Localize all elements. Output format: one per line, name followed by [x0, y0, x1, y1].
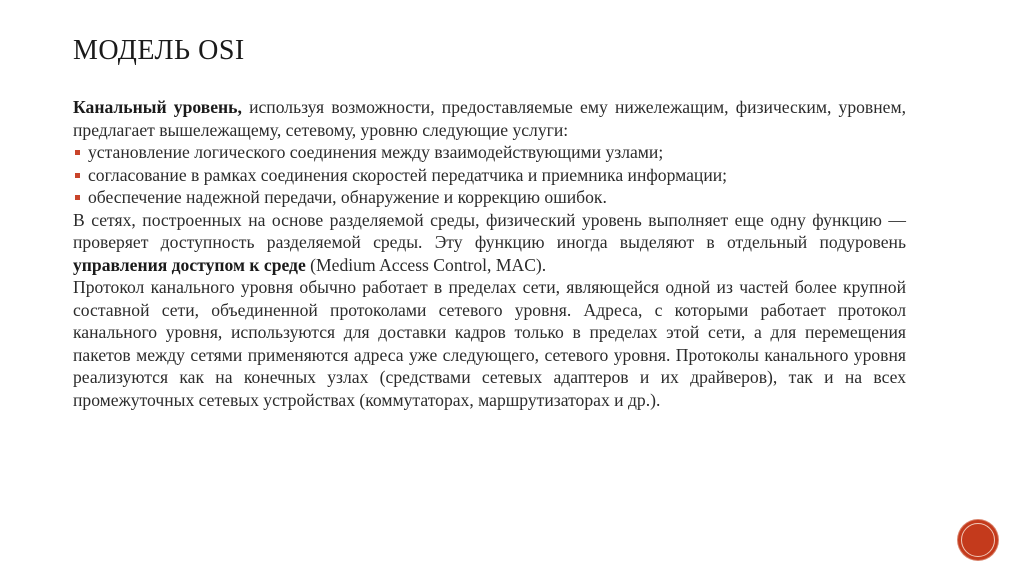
square-bullet-icon	[75, 195, 80, 200]
list-item-text: обеспечение надежной передачи, обнаружение и коррекцию ошибок.	[88, 187, 607, 207]
square-bullet-icon	[75, 173, 80, 178]
services-list	[73, 141, 906, 209]
protocol-paragraph: Протокол канального уровня обычно работает в пределах сети, являющейся одной из частей более крупной составной сети, объединенной протоколами сетевого уровня. Адреса, с которыми работает протокол канального уровня, используются для доставки кадров только в пределах этой сети, а для перемещения пакетов между сетями применяются адреса уже следующего, сетевого уровня. Протоколы канального уровня реализуются как на конечных узлах (средствами сетевых адаптеров и их драйверов), так и на всех промежуточных сетевых устройствах (коммутаторах, маршрутизаторах и др.).	[73, 277, 906, 410]
circle-nav-button[interactable]	[958, 520, 998, 560]
square-bullet-icon	[75, 150, 80, 155]
list-item-text: установление логического соединения между взаимодействующими узлами;	[88, 142, 664, 162]
mac-bold-term: управления доступом к среде	[73, 254, 306, 275]
mac-text-before: В сетях, построенных на основе разделяемой среды, физический уровень выполняет еще одну функцию — проверяет доступность разделяемой среды. Эту функцию иногда выделяют в отдельный подуровень	[73, 209, 906, 252]
circle-nav-icon	[961, 523, 995, 557]
list-item	[73, 186, 906, 209]
slide-title: МОДЕЛЬ OSI	[73, 35, 245, 66]
intro-text: используя возможности, предоставляемые ему нижележащим, физическим, уровнем, предлагает вышележащему, сетевому, уровню следующие услуги:	[73, 97, 906, 140]
mac-paragraph	[73, 209, 906, 277]
slide-body	[73, 96, 906, 411]
intro-paragraph	[73, 96, 906, 141]
intro-bold-term: Канальный уровень,	[73, 97, 242, 117]
list-item	[73, 164, 906, 187]
mac-text-after: (Medium Access Control, MAC).	[305, 254, 547, 275]
list-item-text: согласование в рамках соединения скоростей передатчика и приемника информации;	[88, 164, 728, 185]
list-item	[73, 141, 906, 164]
